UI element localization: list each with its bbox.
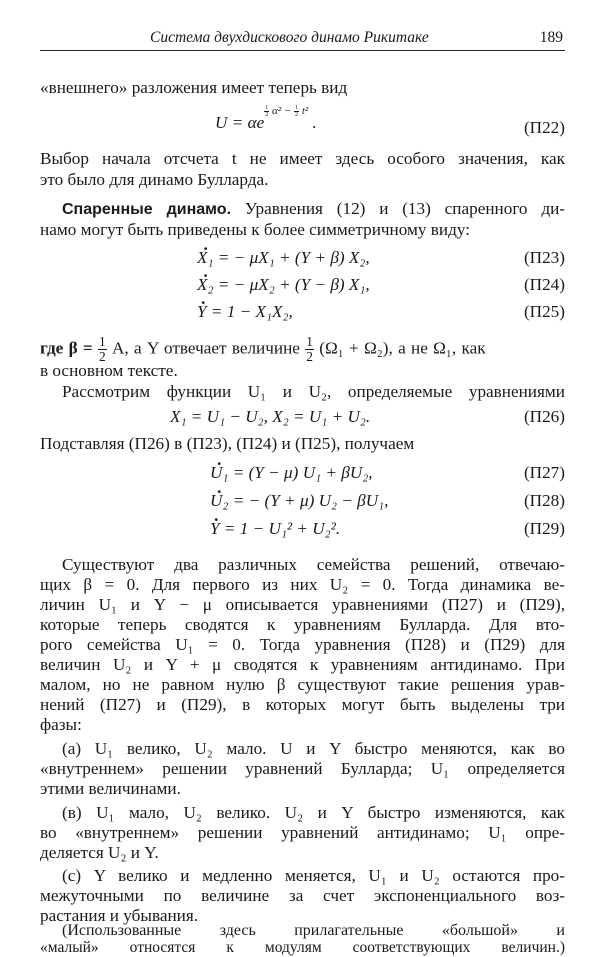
equation-p27: [210, 463, 373, 484]
equation-number: (П26): [523, 407, 565, 426]
text-line: Выбор начала отсчета t не имеет здесь особого значения, как: [40, 149, 565, 168]
equation-body: = 1 − U₁² + U₂².: [223, 519, 341, 538]
section-heading: Спаренные динамо.: [62, 201, 232, 218]
equation-p29: [210, 519, 340, 540]
text-line: щих β = 0. Для первого из них U₂ = 0. Тогда динамика ве-: [40, 575, 565, 594]
equation-p22-exponent: 1 2 α² − 1 2 t²: [265, 104, 309, 118]
fraction: $\frac{1}{2}$: [295, 104, 299, 118]
equation-number: (П24): [523, 275, 565, 294]
text-line: во «внутреннем» решении уравнений антидинамо; U₁ опре-: [40, 823, 565, 842]
text-line: намо могут быть приведены к более симметричному виду:: [40, 220, 470, 239]
equation-body: = (Y − μ) U₁ + βU₂,: [232, 463, 373, 482]
text-line: Рассмотрим функции U₁ и U₂, определяемые уравнениями: [62, 382, 565, 401]
text-line: в основном тексте.: [40, 361, 178, 380]
text-span: где β =: [40, 338, 93, 358]
equation-p28: [210, 491, 388, 512]
text-line: растания и убывания.: [40, 906, 199, 925]
text-line: Существуют два различных семейства решений, отвечаю-: [62, 555, 565, 574]
dot-symbol: · Y: [197, 302, 207, 323]
text-line: [40, 199, 565, 220]
text-line: рого семейства U₁ = 0. Тогда уравнения (П28) и (П29) для: [40, 635, 565, 654]
text-line: [40, 335, 565, 364]
text-line: «внешнего» разложения имеет теперь вид: [40, 78, 348, 97]
equation-p24: [197, 275, 370, 296]
running-title: Система двухдискового динамо Рикитаке: [150, 29, 429, 46]
text-line: Подставляя (П26) в (П23), (П24) и (П25), получаем: [40, 434, 415, 453]
text-line: нений (П27) и (П29), в которых могут быть выделены три: [40, 695, 565, 714]
page-number: 189: [539, 29, 563, 46]
dot-symbol: · Y: [210, 519, 220, 540]
dot-symbol: · U₂: [210, 491, 228, 512]
text-line: «внутреннем» решении уравнений Булларда; U₁ определяется: [40, 759, 565, 778]
page-header: [40, 16, 565, 51]
equation-p25: [197, 302, 293, 323]
text-span: (Ω₁ + Ω₂), а не Ω₁, как: [319, 338, 486, 358]
text-line: межуточными по величине за счет экспоненциального воз-: [40, 886, 565, 905]
equation-p23: [197, 248, 370, 269]
equation-body: = 1 − X₁X₂,: [210, 302, 293, 321]
text-line: (Использованные здесь прилагательные «большой» и: [62, 922, 565, 939]
equation-number: (П25): [523, 302, 565, 321]
text-line: фазы:: [40, 715, 82, 734]
text-line: (в) U₁ мало, U₂ велико. U₂ и Y быстро изменяются, как: [62, 803, 565, 822]
equation-body: = − μX₂ + (Y − β) X₁,: [217, 275, 370, 294]
fraction: $\frac{1}{2}$: [265, 104, 269, 118]
text-line: это было для динамо Булларда.: [40, 170, 269, 189]
equation-number: (П23): [523, 248, 565, 267]
text-span: A, а Y отвечает величине: [112, 338, 300, 358]
text-line: (а) U₁ велико, U₂ мало. U и Y быстро меняются, как во: [62, 739, 565, 758]
equation-body: = − μX₁ + (Y + β) X₂,: [217, 248, 370, 267]
text-span: Уравнения (12) и (13) спаренного ди-: [244, 199, 566, 218]
dot-symbol: · U₁: [210, 463, 228, 484]
text-line: которые теперь сводятся к уравнениям Булларда. Для вто-: [40, 615, 565, 634]
text-line: этими величинами.: [40, 779, 181, 798]
fraction: $\frac{1}{2}$: [99, 334, 106, 365]
equation-body: = − (Y + μ) U₂ − βU₁,: [232, 491, 389, 510]
equation-number: (П28): [523, 491, 565, 510]
equation-p22-base: U = αe: [215, 113, 265, 132]
equation-number: (П27): [523, 463, 565, 482]
equation-p22: U = αe $^{\frac{1}{2} \alpha^2 - \frac{1}{2} t^2}$ .: [215, 104, 317, 132]
equation-number: (П29): [523, 519, 565, 538]
text-line: деляется U₂ и Y.: [40, 843, 159, 862]
text-line: малом, но не равном нулю β существуют такие решения урав-: [40, 675, 565, 694]
equation-number: (П22): [523, 118, 565, 137]
text-line: величин U₂ и Y + μ сводятся к уравнениям антидинамо. При: [40, 655, 565, 674]
equation-p26: X₁ = U₁ − U₂, X₂ = U₁ + U₂.: [170, 407, 371, 426]
text-line: «малый» относятся к модулям соответствующих величин.): [40, 939, 565, 956]
dot-symbol: · X₂: [197, 275, 213, 296]
text-line: личин U₁ и Y − μ описывается уравнениями (П27) и (П29),: [40, 595, 565, 614]
fraction: $\frac{1}{2}$: [306, 334, 313, 365]
dot-symbol: · X₁: [197, 248, 213, 269]
text-line: (с) Y велико и медленно меняется, U₁ и U₂ остаются про-: [62, 866, 565, 885]
